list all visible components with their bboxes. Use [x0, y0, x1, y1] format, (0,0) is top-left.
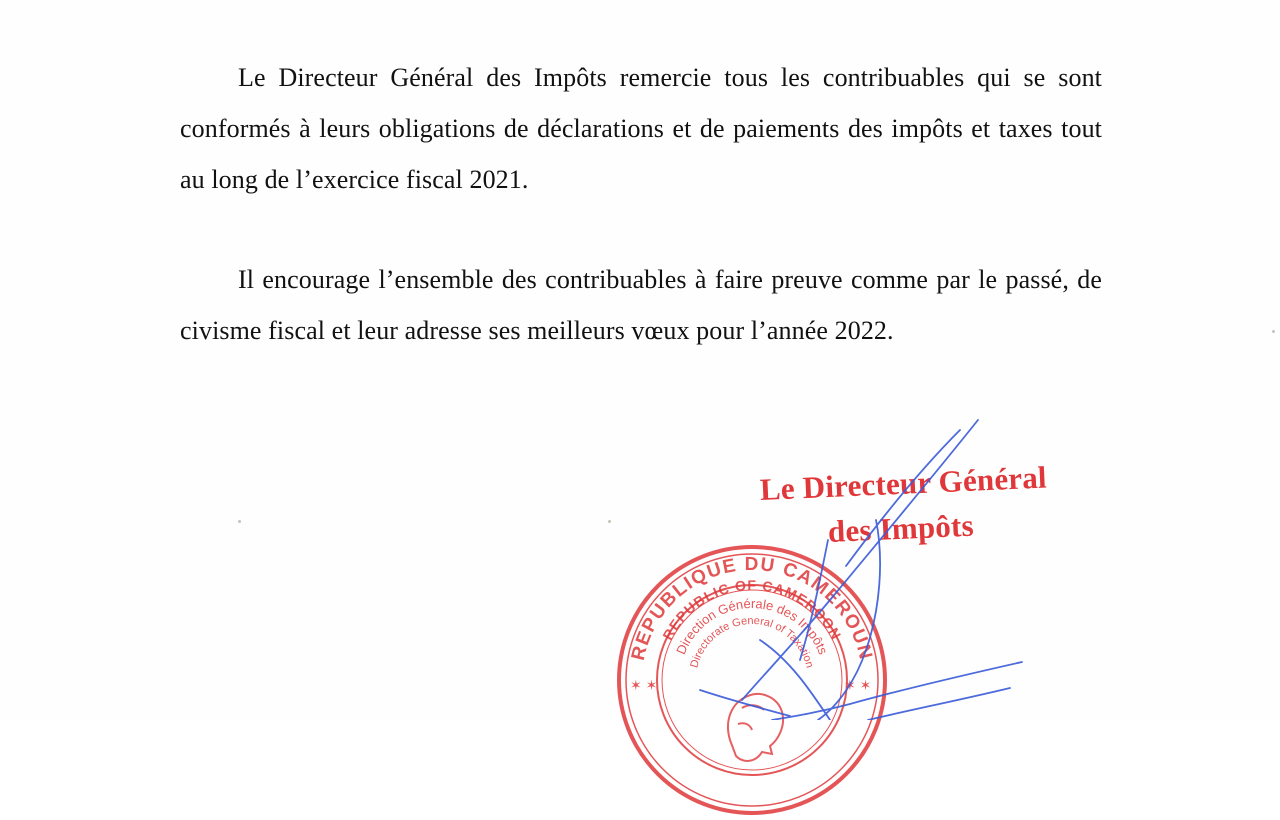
seal-star-left: ✶ ✶ — [630, 677, 658, 693]
letter-paragraph-2 — [180, 254, 1102, 356]
seal-outer-text: REPUBLIQUE DU CAMEROUN — [627, 553, 877, 663]
official-seal-stamp — [612, 540, 892, 820]
paper-speck — [608, 520, 611, 523]
paper-speck — [1272, 330, 1275, 333]
signatory-title-line-2: des Impôts — [827, 507, 975, 549]
seal-emblem-icon — [728, 694, 783, 761]
signatory-title-line-1: Le Directeur Général — [759, 459, 1048, 507]
seal-inner-text-en: Directorate General of Taxation — [688, 614, 816, 670]
seal-outer-text-en: REPUBLIC OF CAMEROON — [659, 576, 845, 643]
seal-inner-text: Direction Générale des Impôts — [673, 595, 831, 657]
paper-speck — [238, 520, 241, 523]
letter-paragraph-1 — [180, 52, 1102, 205]
paragraph-2-text: Il encourage l’ensemble des contribuables à faire preuve comme par le passé, de civisme fiscal et leur adresse ses meilleurs vœux pour l’année 2022. — [180, 265, 1102, 345]
seal-star-right: ✶ ✶ — [844, 677, 872, 693]
paragraph-1-text: Le Directeur Général des Impôts remercie tous les contribuables qui se sont conformés à leurs obligations de déclarations et de paiements des impôts et taxes tout au long de l’exercice fiscal 2021. — [180, 63, 1102, 194]
